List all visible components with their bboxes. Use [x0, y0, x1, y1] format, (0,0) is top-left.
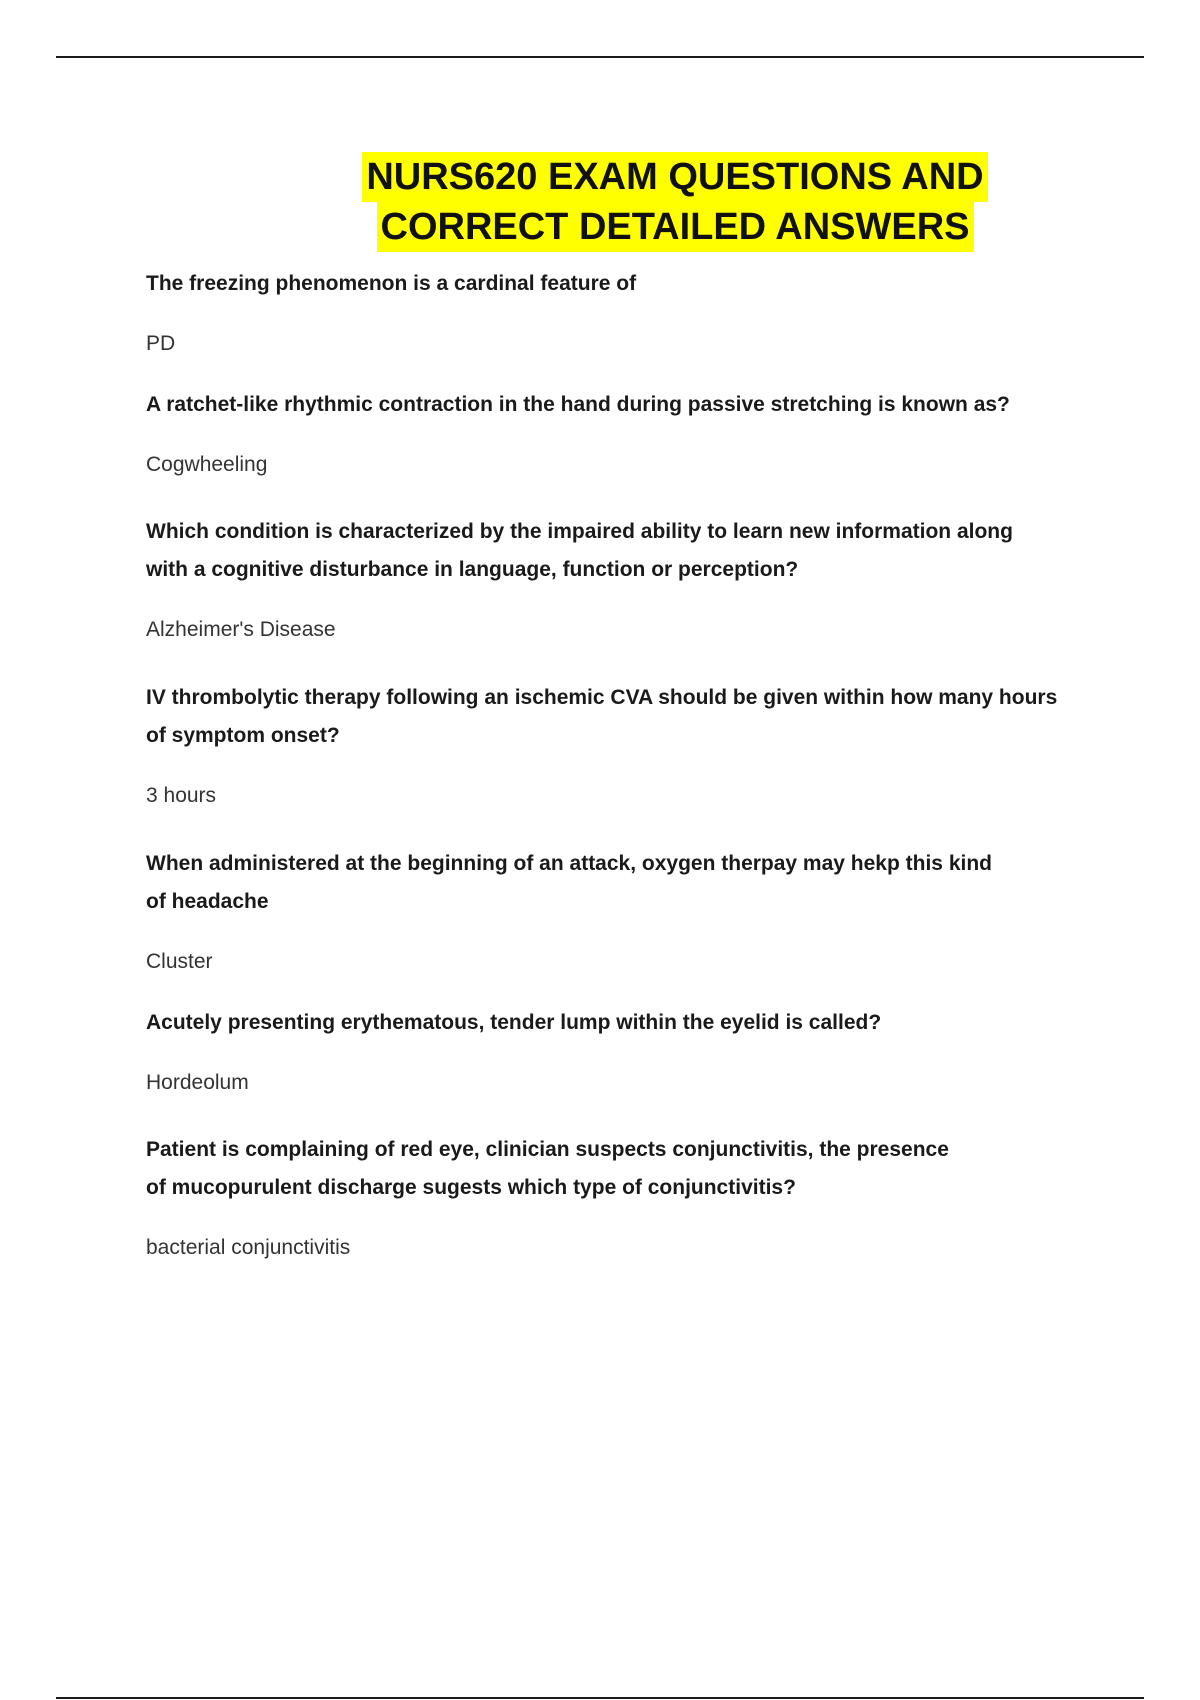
top-rule	[56, 56, 1144, 58]
question-5-line-1: When administered at the beginning of an attack, oxygen therpay may hekp this kind	[146, 852, 992, 875]
answer-3: Alzheimer's Disease	[146, 618, 336, 641]
question-4-line-2: of symptom onset?	[146, 724, 340, 747]
title-line-1: NURS620 EXAM QUESTIONS AND	[362, 152, 987, 202]
question-4-line-1: IV thrombolytic therapy following an ischemic CVA should be given within how many hours	[146, 686, 1058, 709]
question-3-line-1: Which condition is characterized by the impaired ability to learn new information along	[146, 520, 1013, 543]
answer-4: 3 hours	[146, 784, 217, 807]
title-line-2: CORRECT DETAILED ANSWERS	[377, 202, 974, 252]
question-6: Acutely presenting erythematous, tender lump within the eyelid is called?	[146, 1011, 882, 1034]
answer-2: Cogwheeling	[146, 453, 268, 476]
qa-item-5	[146, 845, 1086, 981]
question-2: A ratchet-like rhythmic contraction in the hand during passive stretching is known as?	[146, 393, 1010, 416]
question-7-line-1: Patient is complaining of red eye, clinician suspects conjunctivitis, the presence	[146, 1138, 949, 1161]
answer-1: PD	[146, 332, 176, 355]
question-5-line-2: of headache	[146, 890, 269, 913]
question-1: The freezing phenomenon is a cardinal feature of	[146, 272, 637, 295]
qa-item-1	[146, 265, 1086, 363]
question-3-line-2: with a cognitive disturbance in language, function or perception?	[146, 558, 799, 581]
answer-6: Hordeolum	[146, 1071, 249, 1094]
answer-5: Cluster	[146, 950, 213, 973]
qa-item-4	[146, 679, 1086, 815]
question-7-line-2: of mucopurulent discharge sugests which type of conjunctivitis?	[146, 1176, 796, 1199]
document-title	[280, 152, 1070, 252]
qa-item-7	[146, 1131, 1086, 1267]
bottom-rule	[56, 1697, 1144, 1699]
qa-item-2	[146, 386, 1086, 484]
qa-item-3	[146, 513, 1086, 649]
answer-7: bacterial conjunctivitis	[146, 1236, 351, 1259]
qa-item-6	[146, 1004, 1086, 1102]
